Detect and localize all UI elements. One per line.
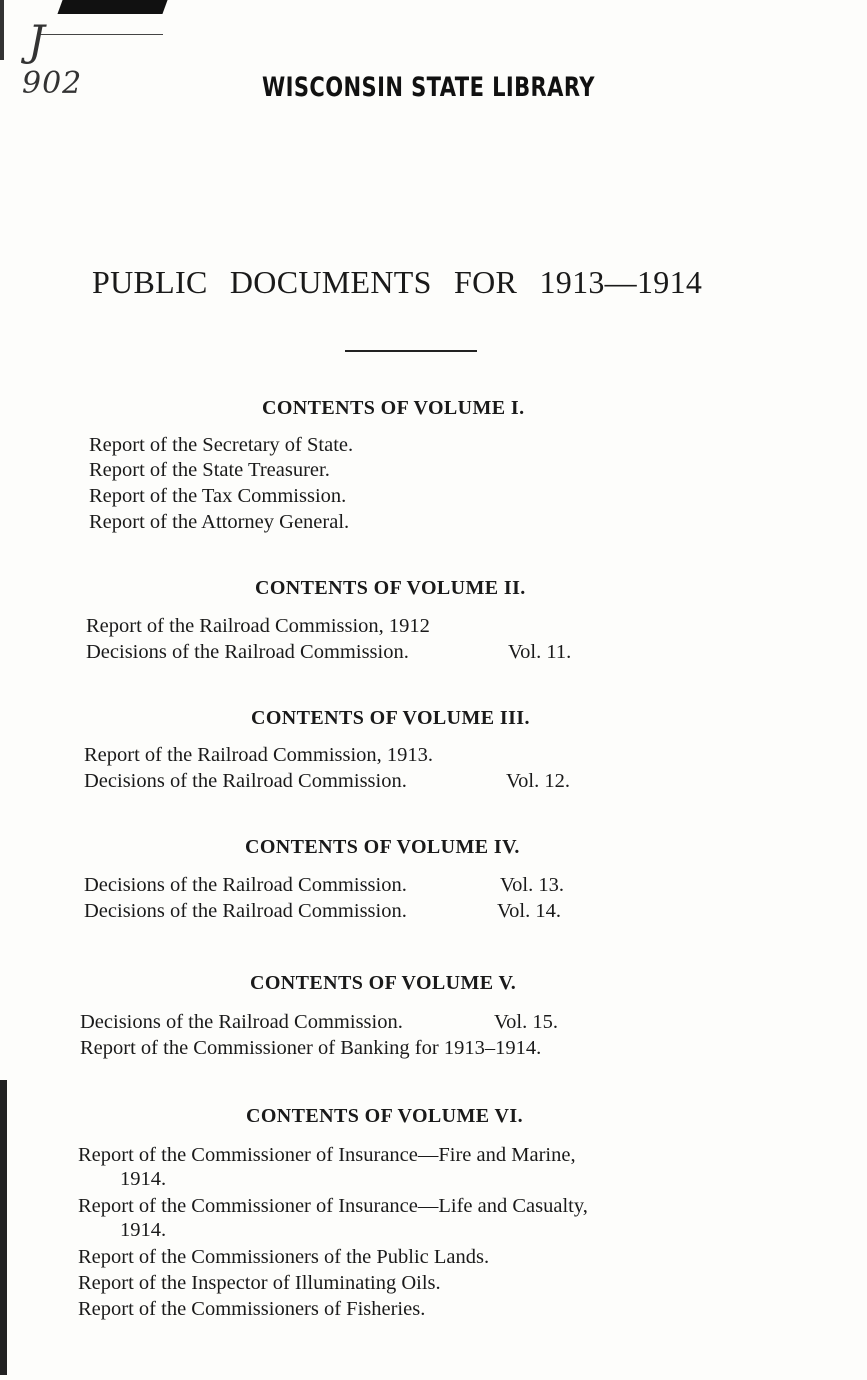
volume-heading: CONTENTS OF VOLUME IV.	[245, 836, 520, 858]
list-item: Report of the Commissioner of Insurance—Fire and Marine,	[78, 1144, 576, 1166]
list-item: Report of the Secretary of State.	[89, 434, 354, 456]
list-item: Report of the Railroad Commission, 1912	[86, 615, 430, 637]
list-item: Report of the Commissioners of the Public Lands.	[78, 1246, 490, 1268]
list-item: Report of the Commissioner of Insurance—Life and Casualty,	[78, 1195, 588, 1217]
volume-number: Vol. 12.	[506, 770, 570, 792]
list-item: Decisions of the Railroad Commission.	[84, 770, 407, 792]
volume-number: Vol. 11.	[508, 641, 572, 663]
list-item: Decisions of the Railroad Commission.	[84, 900, 407, 922]
volume-number: Vol. 13.	[500, 874, 564, 896]
list-item: Decisions of the Railroad Commission.	[84, 874, 407, 896]
volume-heading: CONTENTS OF VOLUME I.	[262, 397, 525, 419]
handwritten-number: 902	[22, 66, 83, 101]
volume-heading: CONTENTS OF VOLUME V.	[250, 972, 517, 994]
volume-number: Vol. 14.	[497, 900, 561, 922]
binding-edge-mark	[0, 1080, 7, 1375]
library-stamp: WISCONSIN STATE LIBRARY	[262, 72, 595, 103]
list-item-continuation: 1914.	[120, 1168, 167, 1190]
volume-number: Vol. 15.	[494, 1011, 558, 1033]
volume-heading: CONTENTS OF VOLUME VI.	[246, 1105, 523, 1127]
list-item: Report of the Inspector of Illuminating Oils.	[78, 1272, 441, 1294]
page-title: PUBLIC DOCUMENTS FOR 1913—1914	[92, 264, 703, 300]
list-item: Report of the Attorney General.	[89, 511, 350, 533]
ink-line-mark	[38, 34, 163, 35]
volume-heading: CONTENTS OF VOLUME II.	[255, 577, 526, 599]
title-rule	[345, 350, 477, 352]
handwritten-letter: J	[28, 16, 45, 65]
list-item: Report of the Railroad Commission, 1913.	[84, 744, 434, 766]
binding-edge-top	[0, 0, 4, 60]
ink-bar-mark	[57, 0, 167, 14]
list-item-continuation: 1914.	[120, 1219, 167, 1241]
volume-heading: CONTENTS OF VOLUME III.	[251, 707, 530, 729]
list-item: Report of the Commissioner of Banking for 1913–1914.	[80, 1037, 542, 1059]
list-item: Report of the State Treasurer.	[89, 459, 330, 481]
list-item: Report of the Tax Commission.	[89, 485, 347, 507]
list-item: Decisions of the Railroad Commission.	[86, 641, 409, 663]
list-item: Report of the Commissioners of Fisheries.	[78, 1298, 426, 1320]
list-item: Decisions of the Railroad Commission.	[80, 1011, 403, 1033]
